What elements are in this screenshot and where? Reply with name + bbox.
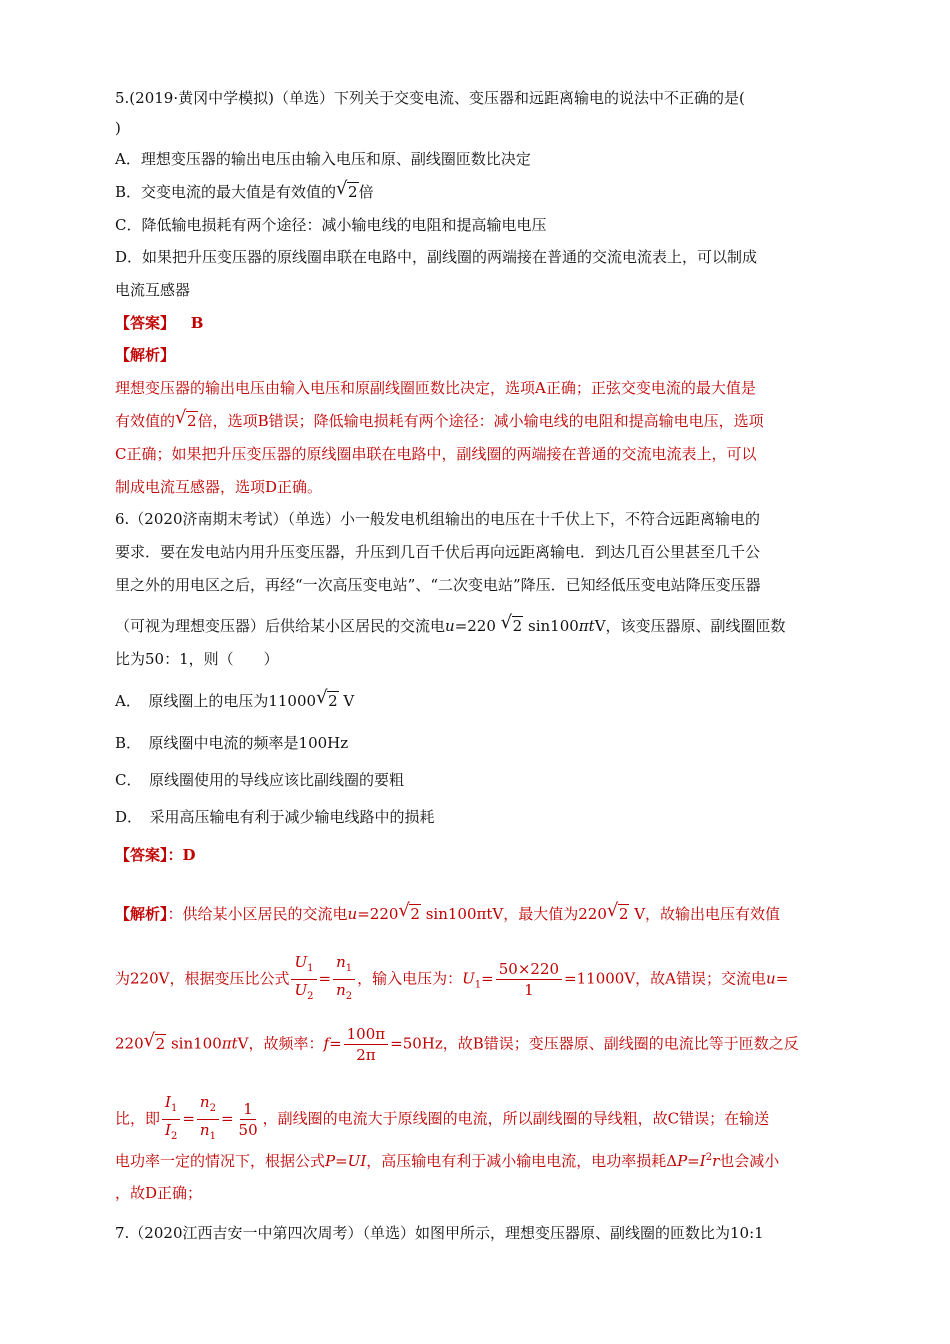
q6-analysis-text: 也会减小 — [719, 1152, 780, 1170]
sqrt-2: √ 2 — [175, 407, 197, 430]
q6-answer — [115, 844, 196, 866]
sqrt-2: √ 2 — [606, 900, 629, 923]
q5-option-c: C．降低输电损耗有两个途径：减小输电线的电阻和提高输电电压 — [115, 216, 547, 234]
answer-label: 【答案】 — [115, 846, 168, 864]
q6-analysis-line5 — [115, 1147, 779, 1172]
q6-option-a-unit: V — [343, 692, 355, 710]
fraction-u1-u2: $\frac{U_1}{U_2}$ — [291, 952, 316, 1007]
q5-option-a: A．理想变压器的输出电压由输入电压和原、副线圈匝数比决定 — [115, 150, 531, 168]
q7-stem-line1: 7.（2020江西吉安一中第四次周考）（单选）如图甲所示，理想变压器原、副线圈的匝数比为10:1 — [115, 1224, 764, 1242]
var-pi-t: πt — [578, 617, 595, 635]
q6-analysis-text: 220 — [115, 1034, 144, 1053]
equals-sign: = — [318, 969, 332, 988]
var-u: u — [347, 905, 358, 923]
q6-analysis-text: ，高压输电有利于减小输电电流，电功率损耗Δ — [366, 1152, 678, 1170]
q5-option-b — [115, 178, 374, 203]
q6-stem-line5: 比为50：1，则（ ） — [115, 650, 279, 668]
q6-stem-text: sin100 — [528, 617, 579, 635]
q6-analysis-value: =11000V — [564, 969, 636, 988]
q6-analysis-text: ，故A错误；交流电 — [635, 969, 767, 988]
q6-analysis-text: ，输入电压为： — [357, 969, 463, 988]
equals-sign: = — [220, 1109, 234, 1128]
q6-analysis-text: sin100πtV，最大值为220 — [425, 905, 607, 923]
q6-option-b: B． 原线圈中电流的频率是100Hz — [115, 734, 349, 752]
var-u: u — [766, 969, 776, 988]
q6-analysis-text: =220 — [357, 905, 399, 923]
q6-option-c: C． 原线圈使用的导线应该比副线圈的要粗 — [115, 771, 404, 789]
q6-analysis-line6: ，故D正确； — [115, 1184, 203, 1202]
q6-stem-text: =220 — [454, 617, 496, 635]
q5-analysis-line1: 理想变压器的输出电压由输入电压和原副线圈匝数比决定，选项A正确；正弦交变电流的最大值是 — [115, 379, 756, 397]
answer-label: 【答案】 — [115, 314, 176, 332]
q6-stem-text: V，该变压器原、副线圈匝数 — [594, 617, 786, 635]
q6-analysis-text: =50Hz，故B错误；变压器原、副线圈的电流比等于匝数之反 — [390, 1034, 799, 1053]
answer-value: B — [190, 314, 204, 332]
q5-analysis-label: 【解析】 — [115, 346, 176, 364]
sqrt-2: √ 2 — [398, 900, 420, 923]
q6-stem-text: （可视为理想变压器）后供给某小区居民的交流电 — [115, 617, 446, 635]
var-u1: U — [462, 969, 475, 988]
q6-analysis-line4 — [115, 1092, 769, 1147]
q6-analysis-text: 为220V，根据变压比公式 — [115, 969, 290, 988]
fraction-50x220: $\frac{50\times 220}{1}$ — [496, 959, 562, 1000]
q5-option-d-line1: D．如果把升压变压器的原线圈串联在电路中，副线圈的两端接在普通的交流电流表上，可以制成 — [115, 248, 758, 266]
q5-analysis-text: 倍，选项B错误；降低输电损耗有两个途径：减小输电线的电阻和提高输电电压，选项 — [197, 412, 764, 430]
q5-option-d-line2: 电流互感器 — [115, 281, 191, 299]
fraction-n2-n1: $\frac{n_2}{n_1}$ — [197, 1092, 219, 1147]
q5-stem-line1: 5.(2019·黄冈中学模拟)（单选）下列关于交变电流、变压器和远距离输电的说法中不正确的是( — [115, 89, 745, 107]
fraction-100pi-2pi: $\frac{100\pi}{2\pi}$ — [344, 1024, 389, 1065]
var-f: f — [323, 1034, 330, 1053]
q5-analysis-line2 — [115, 407, 764, 432]
analysis-label: 【解析】 — [115, 905, 168, 923]
q5-answer — [115, 312, 203, 334]
q5-stem-line2: ) — [115, 119, 121, 137]
sqrt-2: √ 2 — [336, 178, 358, 201]
fraction-n1-n2: $\frac{n_1}{n_2}$ — [333, 952, 355, 1007]
q6-analysis-line3 — [115, 1024, 799, 1065]
sqrt-2: √ 2 — [316, 687, 338, 710]
q6-option-a-text: A． 原线圈上的电压为11000 — [115, 692, 317, 710]
sqrt-2: √ 2 — [500, 612, 523, 635]
superscript-2: 2 — [705, 1152, 713, 1163]
q5-option-b-text: B．交变电流的最大值是有效值的 — [115, 183, 337, 201]
q6-option-a — [115, 687, 355, 712]
sqrt-2: √ 2 — [143, 1029, 166, 1053]
equals-sign: = — [481, 969, 494, 988]
q6-analysis-text: V，故输出电压有效值 — [634, 905, 781, 923]
q6-analysis-text: 电功率一定的情况下，根据公式 — [115, 1152, 326, 1170]
q6-analysis-line1 — [115, 900, 781, 925]
var-pi-t: πt — [221, 1034, 238, 1053]
q6-analysis-text: 比，即 — [115, 1109, 161, 1128]
fraction-1-50: $\frac{1}{50}$ — [238, 1100, 258, 1139]
q6-analysis-line2: 为220V，根据变压比公式 $\frac{U_1}{U_2}$ = $\frac{n_1}{n_2}$ ，输入电压为：$U_1=$ $\frac{50\times 220}{1}$ =11000V，故A错误；交流电u= — [115, 952, 788, 1007]
var-u: u — [445, 617, 455, 635]
formula-p-ui: P=UI — [325, 1152, 367, 1170]
q6-analysis-text: sin100 — [170, 1034, 222, 1053]
q6-stem-line1: 6.（2020济南期末考试）（单选）小一般发电机组输出的电压在十千伏上下，不符合远距离输电的 — [115, 510, 760, 528]
q6-stem-line2: 要求．要在发电站内用升压变压器，升压到几百千伏后再向远距离输电．到达几百公里甚至几千公 — [115, 543, 761, 561]
q6-option-d: D． 采用高压输电有利于减少输电线路中的损耗 — [115, 808, 435, 826]
q5-analysis-line3: C正确；如果把升压变压器的原线圈串联在电路中，副线圈的两端接在普通的交流电流表上，可以 — [115, 445, 757, 463]
q6-analysis-text: V，故频率： — [237, 1034, 324, 1053]
q5-analysis-line4: 制成电流互感器，选项D正确。 — [115, 478, 323, 496]
equals-sign: = — [775, 969, 789, 988]
equals-sign: = — [182, 1109, 195, 1128]
q5-option-b-suffix: 倍 — [358, 183, 374, 201]
equals-sign: = — [329, 1034, 342, 1053]
q5-analysis-text: 有效值的 — [115, 412, 176, 430]
q6-analysis-text: ：供给某小区居民的交流电 — [167, 905, 348, 923]
q6-analysis-text: ，副线圈的电流大于原线圈的电流，所以副线圈的导线粗，故C错误；在输送 — [262, 1109, 770, 1128]
answer-value: ：D — [167, 846, 196, 864]
var-r: r — [712, 1152, 720, 1170]
q6-stem-line4 — [115, 612, 786, 637]
formula-p-i2r: P=I — [677, 1152, 706, 1170]
q6-stem-line3: 里之外的用电区之后，再经“一次高压变电站”、“二次变电站”降压．已知经低压变电站降压变压器 — [115, 576, 761, 594]
fraction-i1-i2: $\frac{I_1}{I_2}$ — [162, 1092, 180, 1147]
